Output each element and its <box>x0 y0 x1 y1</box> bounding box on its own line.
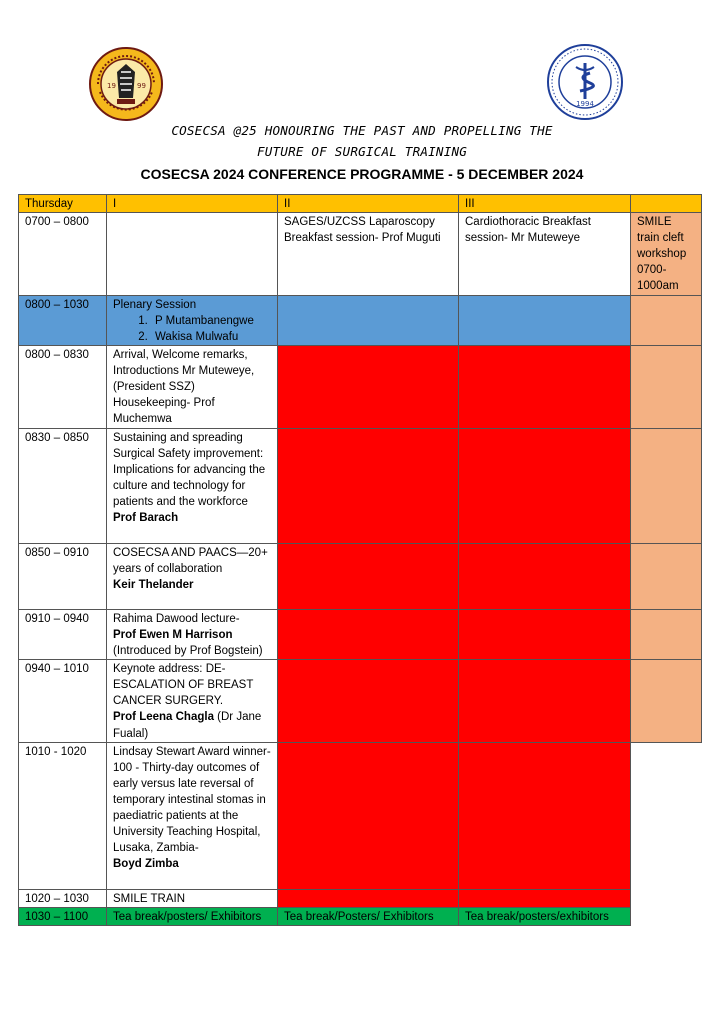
tea-break-cell: Tea break/posters/exhibitors <box>459 907 631 925</box>
smile-fill-cell <box>631 428 702 543</box>
session-cell: SAGES/UZCSS Laparoscopy Breakfast session- Prof Muguti <box>278 213 459 295</box>
empty-cell <box>631 889 702 907</box>
blocked-cell <box>278 345 459 428</box>
blocked-cell <box>459 742 631 889</box>
plenary-cell <box>107 295 278 345</box>
session-cell <box>107 609 278 659</box>
speaker-name: Keir Thelander <box>113 579 194 592</box>
table-row <box>19 742 702 889</box>
programme-table <box>18 194 702 926</box>
session-cell <box>107 660 278 742</box>
time-cell: 0800 – 0830 <box>19 345 107 428</box>
speaker-name: Boyd Zimba <box>113 858 179 871</box>
blocked-cell <box>278 543 459 609</box>
cosecsa-logo <box>88 46 164 122</box>
session-title: Sustaining and spreading Surgical Safety improvement: Implications for advancing the culture and technology for patients and the workforce <box>113 431 266 509</box>
table-row <box>19 889 702 907</box>
time-cell: 1030 – 1100 <box>19 907 107 925</box>
blocked-cell <box>459 428 631 543</box>
session-cell: SMILE TRAIN <box>107 889 278 907</box>
header-room-iii: III <box>459 195 631 213</box>
time-cell: 1010 - 1020 <box>19 742 107 889</box>
speaker-name: Prof Ewen M Harrison <box>113 628 233 641</box>
session-title: Keynote address: DE-ESCALATION OF BREAST CANCER SURGERY. <box>113 663 254 708</box>
header-room-i: I <box>107 195 278 213</box>
time-cell: 0910 – 0940 <box>19 609 107 659</box>
time-cell: 0940 – 1010 <box>19 660 107 742</box>
table-row <box>19 345 702 428</box>
table-row <box>19 660 702 742</box>
conference-theme-line-1: COSECSA @25 HONOURING THE PAST AND PROPELLING THE <box>171 123 553 138</box>
plenary-label: Plenary Session <box>113 298 197 311</box>
table-row <box>19 543 702 609</box>
plenary-chairs-list <box>113 313 272 345</box>
session-title: Lindsay Stewart Award winner- 100 - Thirty-day outcomes of early versus late reversal of temporary intestinal stomas in paediatric patients at the University Teaching Hospital, Lusaka, Zambia- <box>113 745 271 855</box>
blocked-cell <box>278 660 459 742</box>
session-cell <box>107 428 278 543</box>
time-cell: 0830 – 0850 <box>19 428 107 543</box>
header-day: Thursday <box>19 195 107 213</box>
empty-cell <box>107 213 278 295</box>
time-cell: 0800 – 1030 <box>19 295 107 345</box>
session-cell: Cardiothoracic Breakfast session- Mr Muteweye <box>459 213 631 295</box>
list-item: 1. P Mutambanengwe <box>151 313 272 329</box>
session-cell <box>107 543 278 609</box>
table-header-row <box>19 195 702 213</box>
session-title: COSECSA AND PAACS—20+ years of collaboration <box>113 546 268 575</box>
blocked-cell <box>459 345 631 428</box>
smile-train-cell: SMILE train cleft workshop 0700-1000am <box>631 213 702 295</box>
table-row <box>19 609 702 659</box>
session-cell: Arrival, Welcome remarks, Introductions Mr Muteweye, (President SSZ) Housekeeping- Prof Muchemwa <box>107 345 278 428</box>
empty-cell <box>631 907 702 925</box>
plenary-fill-cell <box>278 295 459 345</box>
tea-break-cell: Tea break/Posters/ Exhibitors <box>278 907 459 925</box>
conference-theme-line-2: FUTURE OF SURGICAL TRAINING <box>256 144 468 159</box>
time-cell: 0850 – 0910 <box>19 543 107 609</box>
blocked-cell <box>459 889 631 907</box>
list-item: 2. Wakisa Mulwafu <box>151 329 272 345</box>
tea-break-cell: Tea break/posters/ Exhibitors <box>107 907 278 925</box>
page-title: COSECSA 2024 CONFERENCE PROGRAMME - 5 DECEMBER 2024 <box>140 166 584 182</box>
table-row <box>19 213 702 295</box>
plenary-fill-cell <box>459 295 631 345</box>
table-row <box>19 907 702 925</box>
smile-fill-cell <box>631 345 702 428</box>
blocked-cell <box>278 889 459 907</box>
smile-fill-cell <box>631 295 702 345</box>
smile-fill-cell <box>631 660 702 742</box>
blocked-cell <box>459 609 631 659</box>
session-cell <box>107 742 278 889</box>
session-note: (Introduced by Prof Bogstein) <box>113 645 263 658</box>
empty-cell <box>631 742 702 889</box>
svg-text:1994: 1994 <box>576 100 594 108</box>
table-row <box>19 295 702 345</box>
session-note: (Dr Jane Fualal) <box>113 711 262 740</box>
speaker-name: Prof Barach <box>113 512 179 525</box>
session-title: Rahima Dawood lecture- <box>113 612 240 625</box>
svg-text:99: 99 <box>137 82 146 90</box>
blocked-cell <box>459 543 631 609</box>
header-room-ii: II <box>278 195 459 213</box>
time-cell: 1020 – 1030 <box>19 889 107 907</box>
blocked-cell <box>278 428 459 543</box>
blocked-cell <box>278 742 459 889</box>
header-room-iv <box>631 195 702 213</box>
smile-fill-cell <box>631 543 702 609</box>
time-cell: 0700 – 0800 <box>19 213 107 295</box>
smile-fill-cell <box>631 609 702 659</box>
blocked-cell <box>459 660 631 742</box>
blocked-cell <box>278 609 459 659</box>
surgical-society-zimbabwe-logo <box>546 43 624 121</box>
svg-text:19: 19 <box>107 82 116 90</box>
speaker-name: Prof Leena Chagla <box>113 711 214 724</box>
table-row <box>19 428 702 543</box>
